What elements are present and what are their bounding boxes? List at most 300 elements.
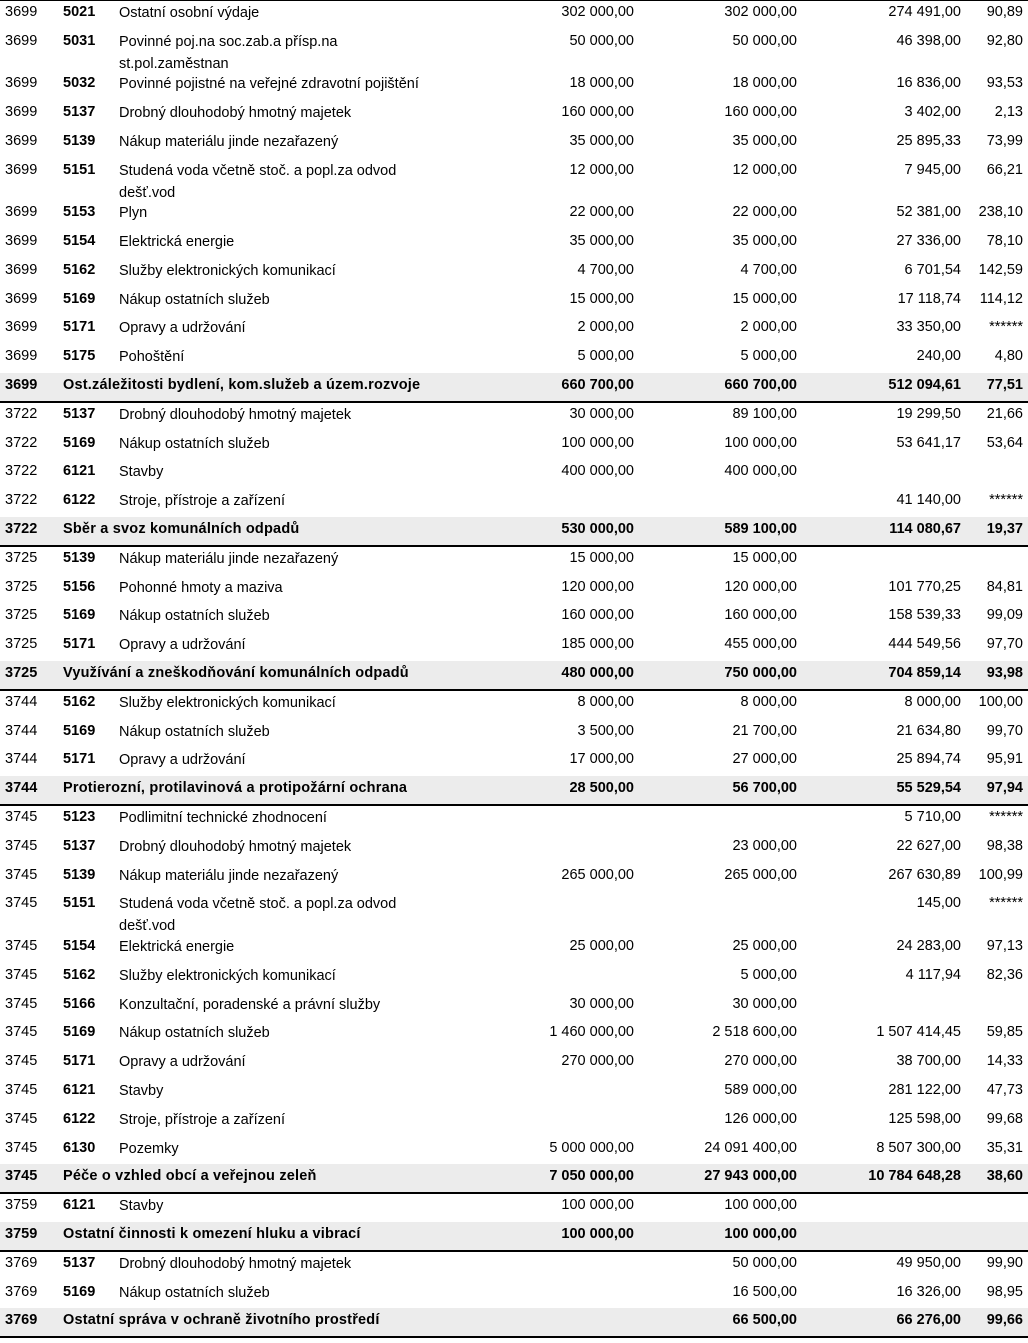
approved-budget: 7 050 000,00: [549, 1168, 634, 1185]
item-label: Stavby: [119, 464, 164, 481]
subtotal-row: [0, 1308, 1028, 1337]
item-code: 5021: [63, 4, 96, 20]
item-code: 5153: [63, 204, 96, 221]
paragraph-code: 3745: [5, 866, 38, 883]
item-code: 5139: [63, 866, 96, 883]
adjusted-budget: 18 000,00: [732, 75, 797, 92]
table-row: [0, 100, 1028, 129]
percent-spent: 93,98: [986, 665, 1023, 681]
item-label: Drobný dlouhodobý hmotný majetek: [119, 838, 352, 855]
percent-spent: 98,38: [986, 837, 1023, 854]
item-label: Nákup ostatních služeb: [119, 291, 270, 308]
item-label: Opravy a udržování: [119, 320, 246, 337]
item-label: Drobný dlouhodobý hmotný majetek: [119, 406, 352, 423]
actual-spent: 158 539,33: [888, 607, 961, 624]
table-row: [0, 229, 1028, 258]
item-label: Nákup ostatních služeb: [119, 723, 270, 740]
table-row: [0, 632, 1028, 661]
paragraph-code: 3745: [5, 1053, 38, 1070]
paragraph-code: 3722: [5, 463, 38, 480]
actual-spent: 16 836,00: [896, 75, 961, 92]
percent-spent: 93,53: [986, 75, 1023, 92]
paragraph-code: 3722: [5, 434, 38, 451]
table-row: [0, 287, 1028, 316]
paragraph-code: 3745: [5, 1110, 38, 1127]
percent-spent: 114,12: [979, 290, 1023, 307]
adjusted-budget: 455 000,00: [724, 636, 797, 653]
actual-spent: 512 094,61: [888, 377, 961, 393]
subtotal-label: Ostatní činnosti k omezení hluku a vibrací: [63, 1225, 361, 1242]
actual-spent: 17 118,74: [897, 290, 961, 307]
adjusted-budget: 270 000,00: [724, 1053, 797, 1070]
paragraph-code: 3699: [5, 161, 38, 178]
paragraph-code: 3744: [5, 722, 38, 739]
percent-spent: 84,81: [986, 578, 1023, 595]
item-label: Opravy a udržování: [119, 1054, 246, 1071]
paragraph-code: 3769: [5, 1312, 38, 1329]
table-row: [0, 29, 1028, 72]
item-label: Služby elektronických komunikací: [119, 967, 336, 984]
table-row: [0, 431, 1028, 460]
subtotal-row: [0, 661, 1028, 690]
paragraph-code: 3699: [5, 32, 38, 49]
item-label: Stroje, přístroje a zařízení: [119, 1111, 286, 1128]
table-row: [0, 158, 1028, 201]
table-row: [0, 934, 1028, 963]
table-row: [0, 992, 1028, 1021]
table-row: [0, 1280, 1028, 1309]
table-row: [0, 719, 1028, 748]
percent-spent: 21,66: [986, 405, 1023, 422]
approved-budget: 1 460 000,00: [549, 1024, 634, 1041]
actual-spent: 49 950,00: [896, 1254, 961, 1271]
table-row: [0, 488, 1028, 517]
paragraph-code: 3769: [5, 1254, 38, 1271]
adjusted-budget: 100 000,00: [724, 434, 797, 451]
item-label: Nákup ostatních služeb: [119, 435, 270, 452]
item-label: Elektrická energie: [119, 234, 235, 250]
item-code: 5171: [63, 319, 96, 336]
subtotal-label: Ost.záležitosti bydlení, kom.služeb a územ.rozvoje: [63, 377, 421, 393]
item-label: Stavby: [119, 1198, 164, 1215]
item-label: Povinné pojistné na veřejné zdravotní pojištění: [119, 76, 419, 93]
approved-budget: 265 000,00: [561, 866, 634, 883]
approved-budget: 15 000,00: [569, 290, 634, 307]
paragraph-code: 3745: [5, 966, 38, 983]
percent-spent: ******: [989, 319, 1023, 336]
adjusted-budget: 16 500,00: [732, 1283, 797, 1300]
item-label: Nákup materiálu jinde nezařazený: [119, 550, 339, 567]
item-code: 6122: [63, 492, 96, 509]
actual-spent: 10 784 648,28: [868, 1168, 961, 1185]
paragraph-code: 3745: [5, 1168, 38, 1185]
percent-spent: 97,70: [986, 636, 1023, 653]
paragraph-code: 3745: [5, 995, 38, 1012]
adjusted-budget: 160 000,00: [724, 607, 797, 624]
item-label: Drobný dlouhodobý hmotný majetek: [119, 1255, 352, 1272]
actual-spent: 125 598,00: [888, 1110, 961, 1127]
table-row: [0, 1251, 1028, 1280]
actual-spent: 240,00: [916, 348, 961, 365]
paragraph-code: 3745: [5, 1139, 38, 1156]
subtotal-label: Protierozní, protilavinová a protipožární ochrana: [63, 780, 408, 797]
adjusted-budget: 15 000,00: [732, 549, 797, 566]
actual-spent: 38 700,00: [896, 1053, 961, 1070]
adjusted-budget: 2 518 600,00: [712, 1024, 797, 1041]
item-label: Služby elektronických komunikací: [119, 694, 336, 711]
table-row: [0, 1107, 1028, 1136]
adjusted-budget: 4 700,00: [740, 261, 797, 278]
item-label: Pohonné hmoty a maziva: [119, 579, 283, 596]
item-code: 6130: [63, 1139, 96, 1156]
approved-budget: 5 000,00: [577, 348, 634, 365]
paragraph-code: 3725: [5, 549, 38, 566]
adjusted-budget: 56 700,00: [732, 780, 797, 797]
percent-spent: 98,95: [986, 1283, 1023, 1300]
approved-budget: 18 000,00: [569, 75, 634, 92]
actual-spent: 704 859,14: [888, 665, 961, 681]
adjusted-budget: 27 000,00: [732, 751, 797, 768]
approved-budget: 28 500,00: [569, 780, 634, 797]
adjusted-budget: 50 000,00: [732, 1254, 797, 1271]
item-code: 5151: [63, 161, 96, 178]
subtotal-row: [0, 373, 1028, 402]
paragraph-code: 3725: [5, 607, 38, 624]
paragraph-code: 3745: [5, 937, 38, 954]
paragraph-code: 3699: [5, 319, 38, 336]
approved-budget: 302 000,00: [561, 4, 634, 20]
actual-spent: 52 381,00: [896, 204, 961, 221]
actual-spent: 114 080,67: [889, 521, 961, 537]
adjusted-budget: 400 000,00: [724, 463, 797, 480]
subtotal-label: Využívání a zneškodňování komunálních odpadů: [63, 665, 409, 681]
paragraph-code: 3745: [5, 837, 38, 854]
approved-budget: 25 000,00: [569, 937, 634, 954]
percent-spent: 90,89: [986, 4, 1023, 20]
table-row: [0, 129, 1028, 158]
approved-budget: 400 000,00: [561, 463, 634, 480]
adjusted-budget: 25 000,00: [732, 937, 797, 954]
item-label: Podlimitní technické zhodnocení: [119, 810, 327, 826]
subtotal-label: Ostatní správa v ochraně životního prostředí: [63, 1312, 380, 1329]
paragraph-code: 3699: [5, 261, 38, 278]
item-label: Konzultační, poradenské a právní služby: [119, 996, 381, 1013]
table-row: [0, 1049, 1028, 1078]
item-code: 6122: [63, 1110, 96, 1127]
approved-budget: 5 000 000,00: [549, 1139, 634, 1156]
actual-spent: 267 630,89: [888, 866, 961, 883]
item-label: Povinné poj.na soc.zab.a přísp.na st.pol.zaměstnan: [119, 33, 338, 72]
percent-spent: ******: [989, 895, 1023, 912]
adjusted-budget: 66 500,00: [732, 1312, 797, 1329]
percent-spent: 97,13: [986, 937, 1023, 954]
actual-spent: 281 122,00: [888, 1081, 961, 1098]
item-code: 5151: [63, 895, 96, 912]
paragraph-code: 3725: [5, 665, 38, 681]
item-code: 5171: [63, 1053, 96, 1070]
subtotal-row: [0, 517, 1028, 546]
table-row: [0, 200, 1028, 229]
table-row: [0, 603, 1028, 632]
item-label: Pohoštění: [119, 349, 185, 366]
item-code: 5169: [63, 722, 96, 739]
item-code: 5171: [63, 636, 96, 653]
item-code: 6121: [63, 1081, 96, 1098]
approved-budget: 30 000,00: [569, 405, 634, 422]
table-row: [0, 546, 1028, 575]
item-label: Studená voda včetně stoč. a popl.za odvod dešť.vod: [119, 896, 397, 935]
percent-spent: 38,60: [986, 1168, 1023, 1185]
subtotal-label: Péče o vzhled obcí a veřejnou zeleň: [63, 1168, 317, 1185]
paragraph-code: 3744: [5, 751, 38, 768]
subtotal-row: [0, 1222, 1028, 1251]
paragraph-code: 3699: [5, 348, 38, 365]
percent-spent: 59,85: [986, 1024, 1023, 1041]
paragraph-code: 3699: [5, 290, 38, 307]
percent-spent: 53,64: [986, 434, 1023, 451]
item-code: 5169: [63, 290, 96, 307]
item-label: Nákup ostatních služeb: [119, 1284, 270, 1301]
item-code: 5139: [63, 549, 96, 566]
adjusted-budget: 89 100,00: [732, 405, 797, 422]
item-code: 5162: [63, 261, 96, 278]
actual-spent: 7 945,00: [904, 161, 961, 178]
paragraph-code: 3699: [5, 4, 38, 20]
actual-spent: 3 402,00: [904, 104, 961, 121]
table-row: [0, 690, 1028, 719]
actual-spent: 41 140,00: [896, 492, 961, 509]
item-code: 5137: [63, 405, 96, 422]
actual-spent: 21 634,80: [896, 722, 961, 739]
item-label: Stroje, přístroje a zařízení: [119, 493, 286, 510]
percent-spent: 14,33: [986, 1053, 1023, 1070]
paragraph-code: 3745: [5, 809, 38, 825]
paragraph-code: 3745: [5, 1024, 38, 1041]
table-row: [0, 1193, 1028, 1222]
paragraph-code: 3744: [5, 780, 38, 797]
actual-spent: 53 641,17: [896, 434, 961, 451]
table-row: [0, 891, 1028, 934]
table-row: [0, 71, 1028, 100]
actual-spent: 55 529,54: [896, 780, 961, 797]
paragraph-code: 3699: [5, 233, 38, 249]
actual-spent: 1 507 414,45: [876, 1024, 961, 1041]
table-row: [0, 1020, 1028, 1049]
item-code: 5162: [63, 966, 96, 983]
paragraph-code: 3745: [5, 895, 38, 912]
approved-budget: 480 000,00: [561, 665, 634, 681]
percent-spent: 78,10: [986, 233, 1023, 249]
adjusted-budget: 35 000,00: [732, 132, 797, 149]
approved-budget: 100 000,00: [561, 1225, 634, 1242]
item-code: 5169: [63, 607, 96, 624]
percent-spent: 47,73: [986, 1081, 1023, 1098]
adjusted-budget: 126 000,00: [724, 1110, 797, 1127]
item-code: 5031: [63, 32, 96, 49]
subtotal-label: Sběr a svoz komunálních odpadů: [63, 521, 300, 537]
approved-budget: 660 700,00: [561, 377, 634, 393]
adjusted-budget: 35 000,00: [732, 233, 797, 249]
table-row: [0, 402, 1028, 431]
adjusted-budget: 302 000,00: [724, 4, 797, 20]
item-code: 6121: [63, 1197, 96, 1214]
actual-spent: 101 770,25: [888, 578, 961, 595]
adjusted-budget: 24 091 400,00: [704, 1139, 797, 1156]
paragraph-code: 3725: [5, 578, 38, 595]
table-row: [0, 1136, 1028, 1165]
subtotal-row: [0, 1164, 1028, 1193]
adjusted-budget: 750 000,00: [724, 665, 797, 681]
percent-spent: 99,70: [986, 722, 1023, 739]
approved-budget: 100 000,00: [561, 434, 634, 451]
table-row: [0, 344, 1028, 373]
paragraph-code: 3699: [5, 377, 38, 393]
table-row: [0, 0, 1028, 29]
item-code: 5169: [63, 1024, 96, 1041]
approved-budget: 15 000,00: [569, 549, 634, 566]
table-row: [0, 863, 1028, 892]
item-code: 5137: [63, 1254, 96, 1271]
approved-budget: 12 000,00: [569, 161, 634, 178]
actual-spent: 33 350,00: [896, 319, 961, 336]
percent-spent: 100,99: [978, 866, 1023, 883]
actual-spent: 6 701,54: [904, 261, 961, 278]
adjusted-budget: 15 000,00: [732, 290, 797, 307]
approved-budget: 185 000,00: [561, 636, 634, 653]
paragraph-code: 3744: [5, 693, 38, 710]
adjusted-budget: 27 943 000,00: [704, 1168, 797, 1185]
adjusted-budget: 100 000,00: [724, 1225, 797, 1242]
percent-spent: 4,80: [994, 348, 1023, 365]
item-label: Studená voda včetně stoč. a popl.za odvod dešť.vod: [119, 162, 397, 201]
item-code: 5169: [63, 434, 96, 451]
approved-budget: 120 000,00: [561, 578, 634, 595]
subtotal-row: [0, 776, 1028, 805]
percent-spent: 73,99: [986, 132, 1023, 149]
actual-spent: 145,00: [916, 895, 961, 912]
item-code: 5175: [63, 348, 96, 365]
actual-spent: 8 507 300,00: [876, 1139, 961, 1156]
percent-spent: 99,68: [986, 1110, 1023, 1127]
item-code: 5162: [63, 693, 96, 710]
approved-budget: 160 000,00: [561, 607, 634, 624]
percent-spent: 35,31: [986, 1139, 1023, 1156]
paragraph-code: 3722: [5, 521, 38, 537]
table-row: [0, 459, 1028, 488]
actual-spent: 25 894,74: [896, 751, 961, 768]
table-row: [0, 315, 1028, 344]
percent-spent: 2,13: [994, 104, 1023, 121]
table-row: [0, 963, 1028, 992]
actual-spent: 444 549,56: [888, 636, 961, 653]
paragraph-code: 3699: [5, 75, 38, 92]
adjusted-budget: 21 700,00: [732, 722, 797, 739]
approved-budget: 3 500,00: [577, 722, 634, 739]
approved-budget: 30 000,00: [569, 995, 634, 1012]
approved-budget: 50 000,00: [569, 32, 634, 49]
adjusted-budget: 30 000,00: [732, 995, 797, 1012]
paragraph-code: 3722: [5, 405, 38, 422]
table-row: [0, 747, 1028, 776]
approved-budget: 8 000,00: [577, 693, 634, 710]
item-code: 5137: [63, 104, 96, 121]
paragraph-code: 3699: [5, 132, 38, 149]
percent-spent: 100,00: [978, 693, 1023, 710]
item-label: Pozemky: [119, 1140, 179, 1157]
section-divider: [0, 1336, 1028, 1338]
adjusted-budget: 2 000,00: [740, 319, 797, 336]
item-label: Stavby: [119, 1082, 164, 1099]
actual-spent: 46 398,00: [896, 32, 961, 49]
actual-spent: 5 710,00: [904, 809, 961, 825]
item-label: Plyn: [119, 205, 148, 222]
item-label: Drobný dlouhodobý hmotný majetek: [119, 105, 352, 122]
paragraph-code: 3722: [5, 492, 38, 509]
paragraph-code: 3725: [5, 636, 38, 653]
actual-spent: 66 276,00: [896, 1312, 961, 1329]
item-code: 5154: [63, 937, 96, 954]
item-code: 5137: [63, 837, 96, 854]
adjusted-budget: 120 000,00: [724, 578, 797, 595]
adjusted-budget: 265 000,00: [724, 866, 797, 883]
item-code: 6121: [63, 463, 96, 480]
percent-spent: 66,21: [986, 161, 1023, 178]
table-row: [0, 575, 1028, 604]
actual-spent: 19 299,50: [896, 405, 961, 422]
item-code: 5123: [63, 809, 96, 825]
adjusted-budget: 22 000,00: [732, 204, 797, 221]
adjusted-budget: 100 000,00: [724, 1197, 797, 1214]
percent-spent: 77,51: [986, 377, 1023, 393]
item-code: 5171: [63, 751, 96, 768]
actual-spent: 16 326,00: [896, 1283, 961, 1300]
approved-budget: 270 000,00: [561, 1053, 634, 1070]
approved-budget: 35 000,00: [569, 132, 634, 149]
adjusted-budget: 23 000,00: [732, 837, 797, 854]
adjusted-budget: 5 000,00: [740, 966, 797, 983]
approved-budget: 22 000,00: [569, 204, 634, 221]
actual-spent: 27 336,00: [896, 233, 961, 249]
item-label: Nákup ostatních služeb: [119, 608, 270, 625]
actual-spent: 22 627,00: [896, 837, 961, 854]
table-row: [0, 1078, 1028, 1107]
approved-budget: 160 000,00: [561, 104, 634, 121]
item-code: 5139: [63, 132, 96, 149]
percent-spent: ******: [989, 809, 1023, 825]
approved-budget: 100 000,00: [561, 1197, 634, 1214]
approved-budget: 2 000,00: [577, 319, 634, 336]
approved-budget: 4 700,00: [577, 261, 634, 278]
item-code: 5156: [63, 578, 96, 595]
actual-spent: 25 895,33: [896, 132, 961, 149]
item-code: 5154: [63, 233, 96, 249]
item-label: Služby elektronických komunikací: [119, 262, 336, 279]
item-label: Opravy a udržování: [119, 752, 246, 769]
item-code: 5166: [63, 995, 96, 1012]
paragraph-code: 3699: [5, 204, 38, 221]
percent-spent: ******: [989, 492, 1023, 509]
adjusted-budget: 589 100,00: [724, 521, 797, 537]
table-row: [0, 834, 1028, 863]
item-code: 5032: [63, 75, 96, 92]
percent-spent: 92,80: [986, 32, 1023, 49]
table-row: [0, 805, 1028, 834]
item-label: Ostatní osobní výdaje: [119, 5, 260, 21]
percent-spent: 142,59: [978, 261, 1023, 278]
paragraph-code: 3699: [5, 104, 38, 121]
item-label: Nákup materiálu jinde nezařazený: [119, 133, 339, 150]
paragraph-code: 3745: [5, 1081, 38, 1098]
